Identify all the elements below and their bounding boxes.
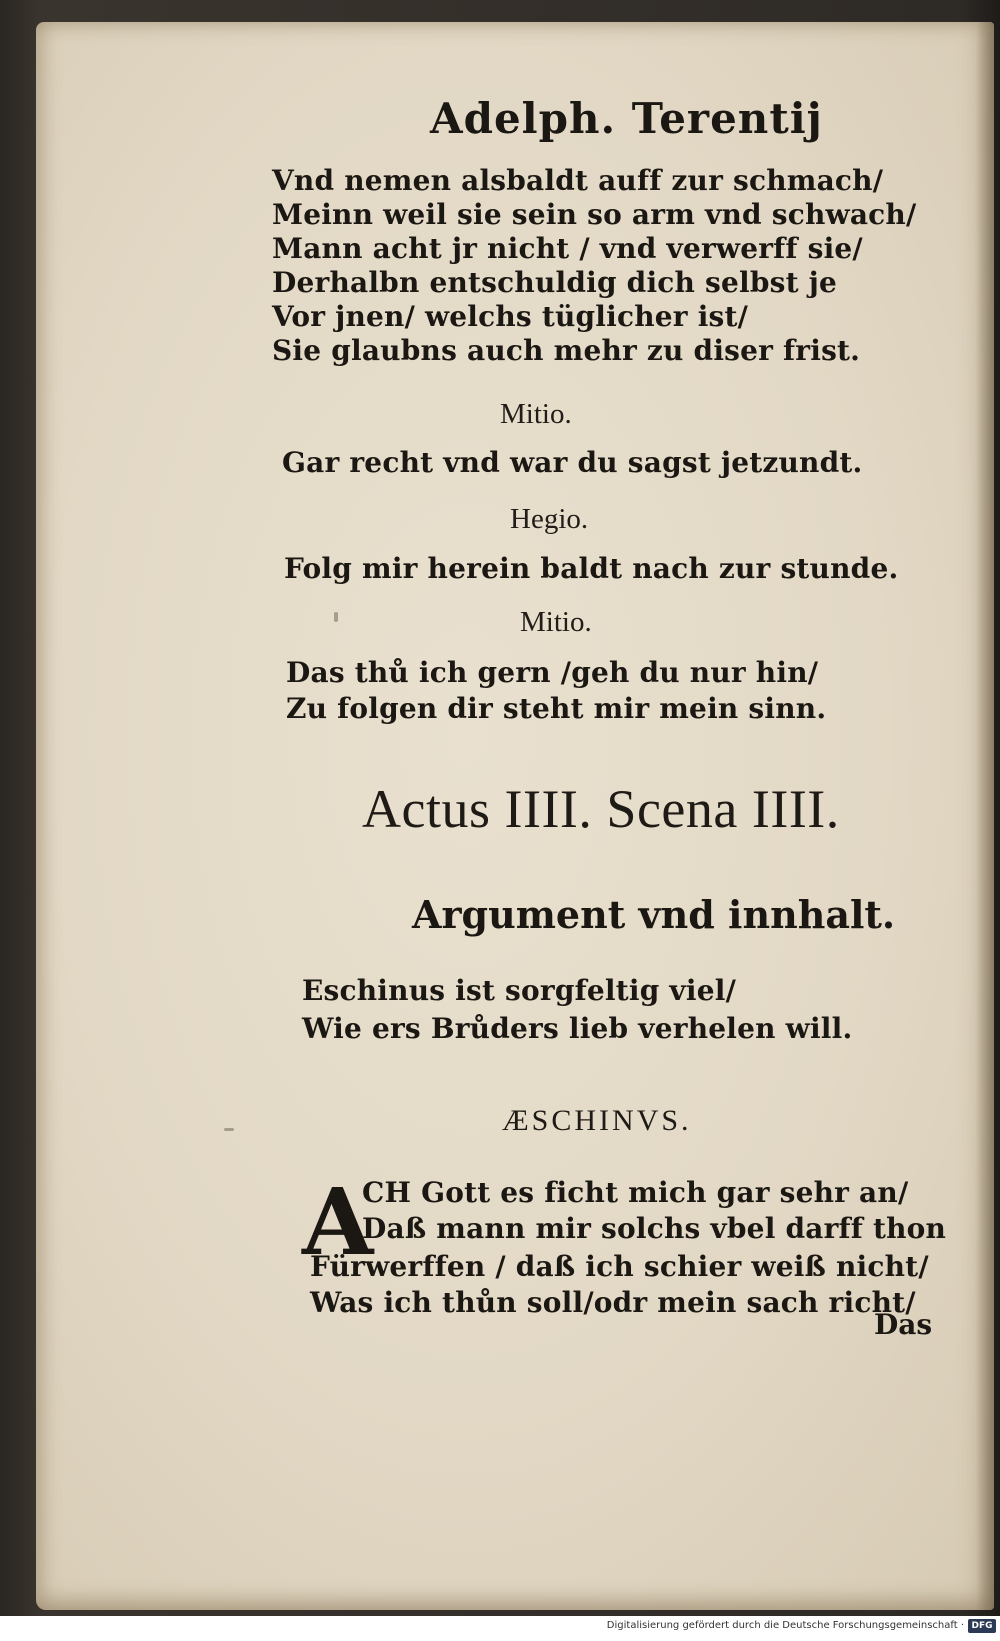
verse-line: Fürwerffen / daß ich schier weiß nicht/	[310, 1250, 929, 1283]
speaker-name: Mitio.	[500, 398, 572, 430]
verse-line: CH Gott es ficht mich gar sehr an/	[362, 1176, 909, 1209]
speaker-name: Hegio.	[510, 503, 589, 535]
verse-line: Sie glaubns auch mehr zu diser frist.	[272, 334, 861, 367]
act-scene-heading: Actus IIII. Scena IIII.	[362, 779, 840, 839]
verse-line: Vnd nemen alsbaldt auff zur schmach/	[272, 164, 884, 197]
verse-line: Was ich thůn soll/odr mein sach richt/	[310, 1286, 916, 1319]
dfg-logo: DFG	[968, 1619, 996, 1633]
verse-line: Vor jnen/ welchs tüglicher ist/	[272, 300, 749, 333]
digitization-footer	[0, 1616, 1000, 1641]
verse-line: Das thů ich gern /geh du nur hin/	[286, 656, 819, 689]
verse-line: Zu folgen dir steht mir mein sinn.	[286, 692, 827, 725]
verse-line: Mann acht jr nicht / vnd verwerff sie/	[272, 232, 863, 265]
verse-line: Meinn weil sie sein so arm vnd schwach/	[272, 198, 917, 231]
argument-title: Argument vnd innhalt.	[412, 892, 896, 937]
verse-line: Derhalbn entschuldig dich selbst je	[272, 266, 838, 299]
catchword: Das	[874, 1308, 933, 1341]
page-spine-shadow	[976, 22, 994, 1610]
verse-line: Daß mann mir solchs vbel darff thon	[362, 1212, 947, 1245]
argument-line: Wie ers Brůders lieb verhelen will.	[302, 1012, 853, 1045]
speaker-name: ÆSCHINVS.	[502, 1104, 692, 1137]
verse-line: Gar recht vnd war du sagst jetzundt.	[282, 446, 863, 479]
verse-line: Folg mir herein baldt nach zur stunde.	[284, 552, 899, 585]
funding-credit: Digitalisierung gefördert durch die Deutsche Forschungsgemeinschaft ·	[606, 1620, 964, 1631]
drop-initial: A	[302, 1168, 374, 1276]
argument-line: Eschinus ist sorgfeltig viel/	[302, 974, 737, 1007]
paper-speck	[334, 612, 338, 622]
paper-speck	[224, 1128, 234, 1131]
speaker-name: Mitio.	[520, 606, 592, 638]
running-title: Adelph. Terentij	[430, 94, 823, 143]
